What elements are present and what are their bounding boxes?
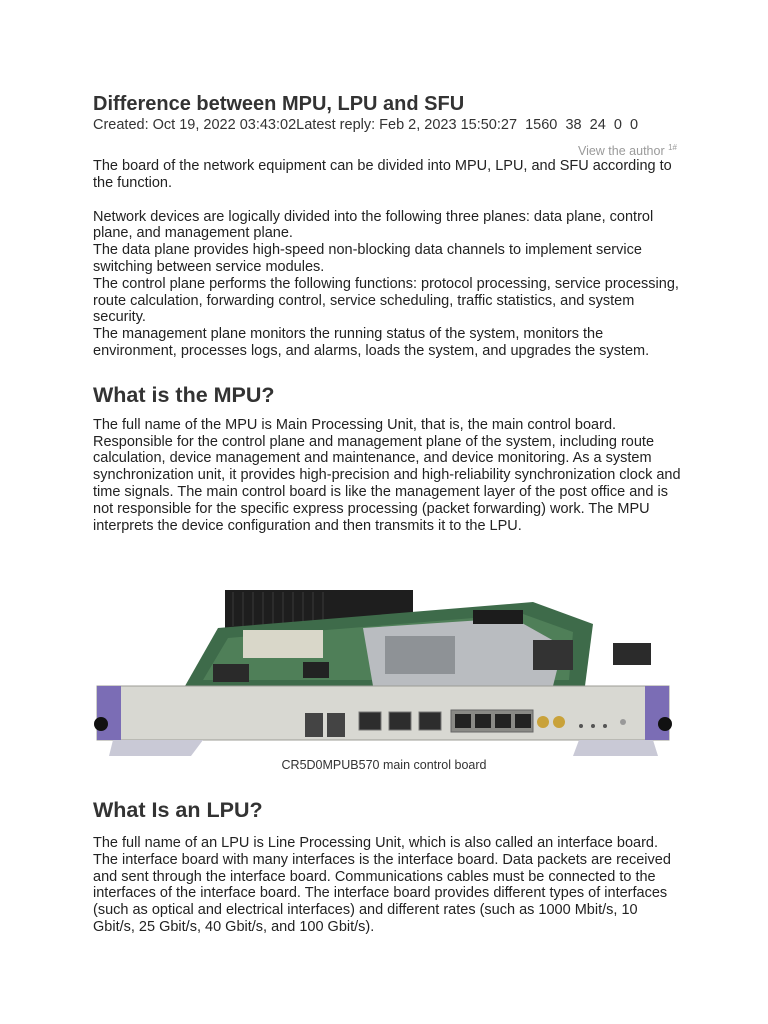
cpu-heatsink xyxy=(385,636,455,674)
screw-right xyxy=(658,717,672,731)
rj45-block-port-1 xyxy=(455,714,471,728)
sfp-port-2 xyxy=(327,713,345,737)
rj45-port-2 xyxy=(389,712,411,730)
replies-count: 38 xyxy=(565,117,582,133)
connector-top xyxy=(473,610,523,624)
led-2 xyxy=(591,724,595,728)
likes-count: 24 xyxy=(589,117,606,133)
stat-count-5: 0 xyxy=(629,117,639,133)
views-count: 1560 xyxy=(525,117,558,133)
rj45-block-port-3 xyxy=(495,714,511,728)
intro-paragraph: The board of the network equipment can be divided into MPU, LPU, and SFU according to the function. xyxy=(93,158,672,191)
front-panel xyxy=(97,686,669,740)
rear-module xyxy=(613,643,651,665)
board-illustration xyxy=(93,588,675,758)
planes-paragraph-3: The control plane performs the following functions: protocol processing, service processing, route calculation, forwarding control, service scheduling, traffic statistics, and system security. xyxy=(93,275,679,326)
handle-left xyxy=(109,740,203,756)
image-caption: CR5D0MPUB570 main control board xyxy=(281,758,487,772)
planes-paragraph-2: The data plane provides high-speed non-blocking data channels to implement service switching between service modules. xyxy=(93,242,642,275)
card-slot xyxy=(533,640,573,670)
memory-slot xyxy=(243,630,323,658)
lpu-heading: What Is an LPU? xyxy=(93,798,263,822)
chip-mid xyxy=(303,662,329,678)
reset-button xyxy=(620,719,626,725)
view-author-link-row xyxy=(93,140,683,158)
sfp-port-1 xyxy=(305,713,323,737)
rj45-block-port-4 xyxy=(515,714,531,728)
ejector-left xyxy=(97,686,121,740)
created-date: Created: Oct 19, 2022 03:43:02 xyxy=(93,117,297,133)
lpu-paragraph: The full name of an LPU is Line Processing Unit, which is also called an interface board. The interface board with many interfaces is the interface board. Data packets are received and sent through the interface board. Communications cables must be connected to the interfaces of the interface board. The interface board provides different types of interfaces (such as optical and electrical interfaces) and different rates (such as 1000 Mbit/s, 10 Gbit/s, 25 Gbit/s, 40 Gbit/s, and 100 Gbit/s). xyxy=(93,835,671,935)
planes-paragraph-1: Network devices are logically divided into the following three planes: data plane, control plane, and management plane. xyxy=(93,208,654,242)
floor-number: 1# xyxy=(668,143,677,152)
view-author-link[interactable]: View the author xyxy=(577,144,665,159)
lpu-section xyxy=(93,797,683,936)
led-1 xyxy=(579,724,583,728)
stat-count-4: 0 xyxy=(613,117,622,133)
handle-right xyxy=(573,740,658,756)
chip-left xyxy=(213,664,249,682)
clock-connector-2 xyxy=(553,716,565,728)
rj45-port-3 xyxy=(419,712,441,730)
rj45-block-port-2 xyxy=(475,714,491,728)
article xyxy=(93,92,683,534)
mpu-paragraph: The full name of the MPU is Main Processing Unit, that is, the main control board. Responsible for the control plane and management plane of the system, including route calculation, device management and maintenance, and device monitoring. As a system synchronization unit, it provides high-precision and high-reliability synchronization clock and time signals. The main control board is like the management layer of the post office and is not responsible for the specific express processing (packet forwarding) work. The MPU interprets the device configuration and then transmits it to the LPU. xyxy=(93,416,681,534)
mpu-board-image xyxy=(93,588,675,758)
rj45-port-1 xyxy=(359,712,381,730)
article-meta xyxy=(93,116,683,134)
article-title: Difference between MPU, LPU and SFU xyxy=(93,93,465,115)
led-3 xyxy=(603,724,607,728)
planes-paragraph-4: The management plane monitors the running status of the system, monitors the environment, processes logs, and alarms, loads the system, and upgrades the system. xyxy=(93,326,650,359)
latest-reply-date: Latest reply: Feb 2, 2023 15:50:27 xyxy=(296,117,518,133)
ejector-right xyxy=(645,686,669,740)
screw-left xyxy=(94,717,108,731)
clock-connector-1 xyxy=(537,716,549,728)
mpu-heading: What is the MPU? xyxy=(93,382,275,407)
